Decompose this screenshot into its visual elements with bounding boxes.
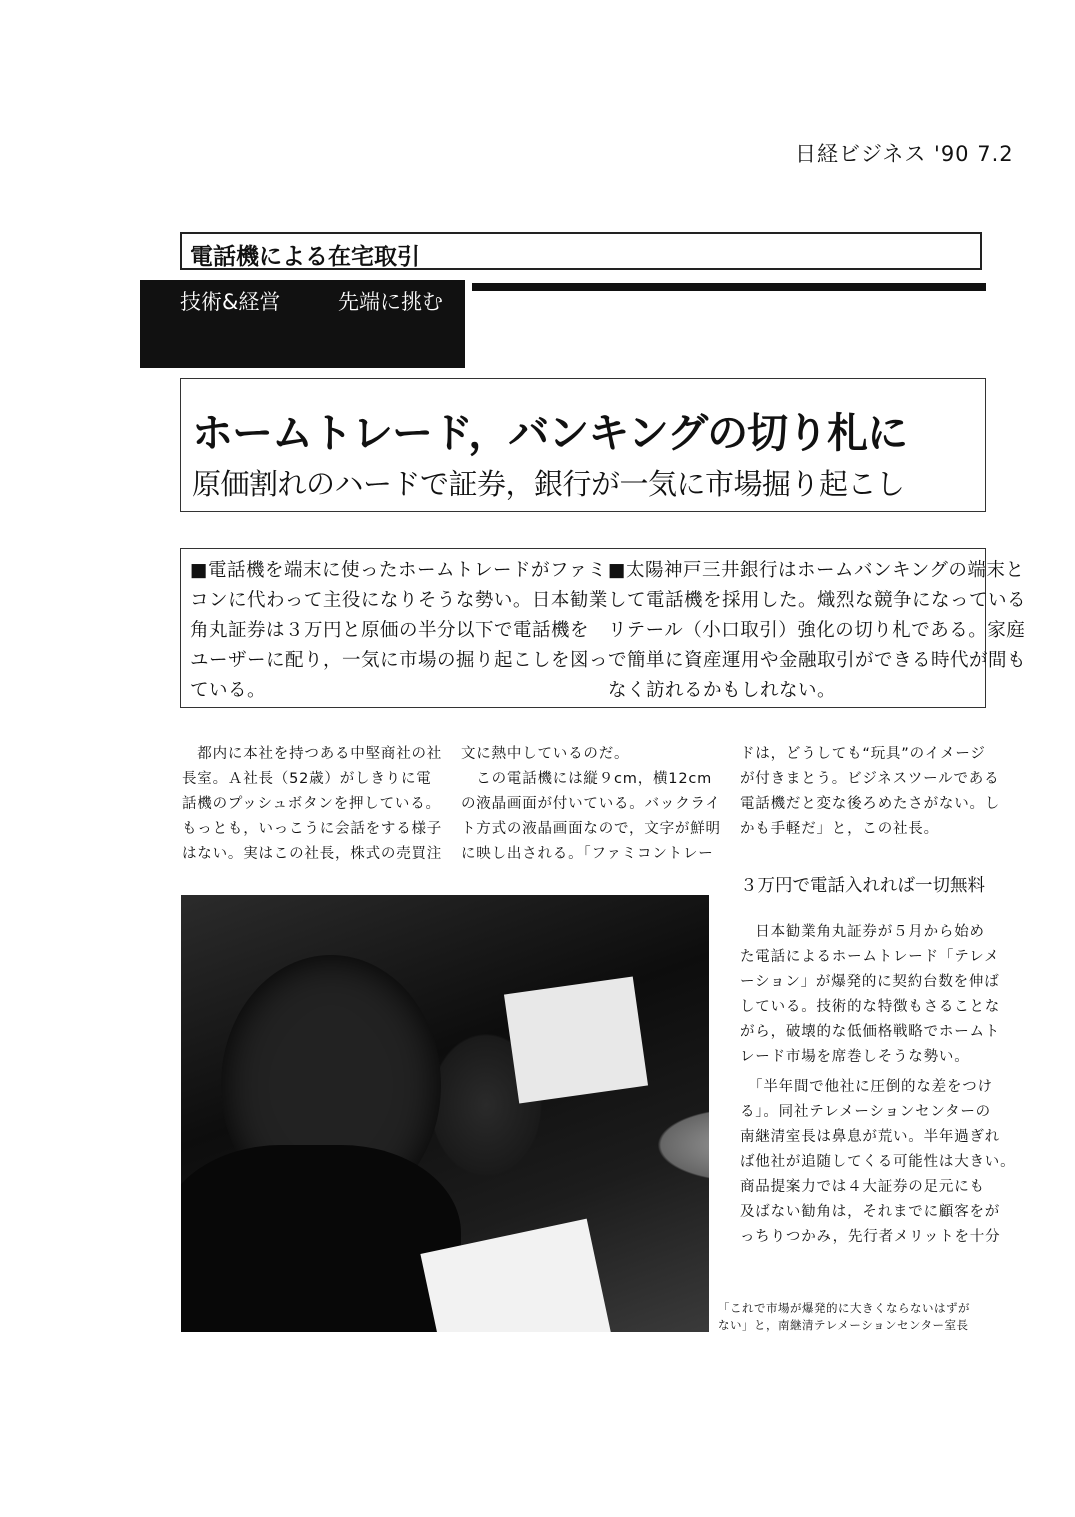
body-col1-line: もっとも，いっこうに会話をする様子 (182, 821, 443, 837)
body-col3-line: 日本勧業角丸証券が５月から始め (740, 924, 985, 940)
body-col2-line: の液晶画面が付いている。バックライ (461, 796, 721, 812)
section-label-tech: 技術&経営 (180, 290, 281, 314)
topic-box (180, 232, 982, 270)
subheadline: 原価割れのハードで証券，銀行が一気に市場掘り起こし (192, 467, 905, 501)
body-col3-line: っちりつかみ，先行者メリットを十分 (740, 1229, 1001, 1245)
body-col3-line: している。技術的な特徴もさることな (740, 999, 1001, 1015)
body-col3-line: 「半年間で他社に圧倒的な差をつけ (740, 1079, 993, 1095)
photo-documents (504, 976, 648, 1103)
body-col1-line: 話機のプッシュボタンを押している。 (182, 796, 441, 812)
lead-left-line: ■電話機を端末に使ったホームトレードがファミ (190, 560, 607, 581)
body-col3-line: る」。同社テレメーションセンターの (740, 1104, 991, 1120)
body-col3-line: 及ばない勧角は，それまでに顧客をが (740, 1204, 1001, 1220)
photo-person-body (181, 1145, 461, 1332)
body-col3-line: がら，破壊的な低価格戦略でホームト (740, 1024, 1001, 1040)
lead-right-line: なく訪れるかもしれない。 (608, 680, 837, 701)
article-photo (181, 895, 709, 1332)
body-col2-line: ト方式の液晶画面なので，文字が鮮明 (461, 821, 721, 837)
body-col3-line: 南継清室長は鼻息が荒い。半年過ぎれ (740, 1129, 1001, 1145)
body-col1-line: 都内に本社を持つある中堅商社の社 (182, 746, 443, 762)
body-col3-line: 電話機だと変な後ろめたさがない。し (740, 796, 1001, 812)
lead-left-line: コンに代わって主役になりそうな勢い。日本勧業 (190, 590, 608, 611)
section-label-frontier: 先端に挑む (338, 290, 443, 314)
body-col3-line: た電話によるホームトレード「テレメ (740, 949, 1000, 965)
body-col1-line: 長室。Ａ社長（52歳）がしきりに電 (182, 771, 432, 787)
body-col3-line: かも手軽だ」と，この社長。 (740, 821, 939, 837)
photo-caption-line: 「これで市場が爆発的に大きくならないはずが (718, 1301, 970, 1315)
lead-left-line: ている。 (190, 680, 267, 701)
lead-left-line: 角丸証券は３万円と原価の半分以下で電話機を (190, 620, 590, 641)
header-rule (472, 283, 986, 291)
body-col3-line: 商品提案力では４大証券の足元にも (740, 1179, 985, 1195)
body-col3-line: ば他社が追随してくる可能性は大きい。 (740, 1154, 1016, 1170)
lead-right-line: で簡単に資産運用や金融取引ができる時代が間も (608, 650, 1027, 671)
body-col3-line: ーション」が爆発的に契約台数を伸ば (740, 974, 1000, 990)
column-subheading: ３万円で電話入れれば一切無料 (740, 876, 985, 896)
headline: ホームトレード，バンキングの切り札に (192, 409, 908, 457)
body-col2-line: 文に熱中しているのだ。 (461, 746, 630, 762)
body-col1-line: はない。実はこの社長，株式の売買注 (182, 846, 443, 862)
body-col3-line: が付きまとう。ビジネスツールである (740, 771, 1000, 787)
lead-left-line: ユーザーに配り，一気に市場の掘り起こしを図っ (190, 650, 609, 671)
lead-right-line: リテール（小口取引）強化の切り札である。家庭 (608, 620, 1026, 641)
lead-right-line: して電話機を採用した。熾烈な競争になっている (608, 590, 1027, 611)
lead-right-line: ■太陽神戸三井銀行はホームバンキングの端末と (608, 560, 1025, 581)
body-col3-line: レード市場を席巻しそうな勢い。 (740, 1049, 970, 1065)
publication-source: 日経ビジネス '90 7.2 (795, 142, 1014, 166)
photo-caption-line: ない」と，南継清テレメーションセンター室長 (718, 1318, 969, 1332)
body-col3-line: ドは，どうしても“玩具”のイメージ (740, 746, 986, 762)
topic-label: 電話機による在宅取引 (190, 244, 420, 270)
body-col2-line: に映し出される。「ファミコントレー (461, 846, 714, 862)
body-col2-line: この電話機には縦９cm，横12cm (461, 771, 713, 787)
